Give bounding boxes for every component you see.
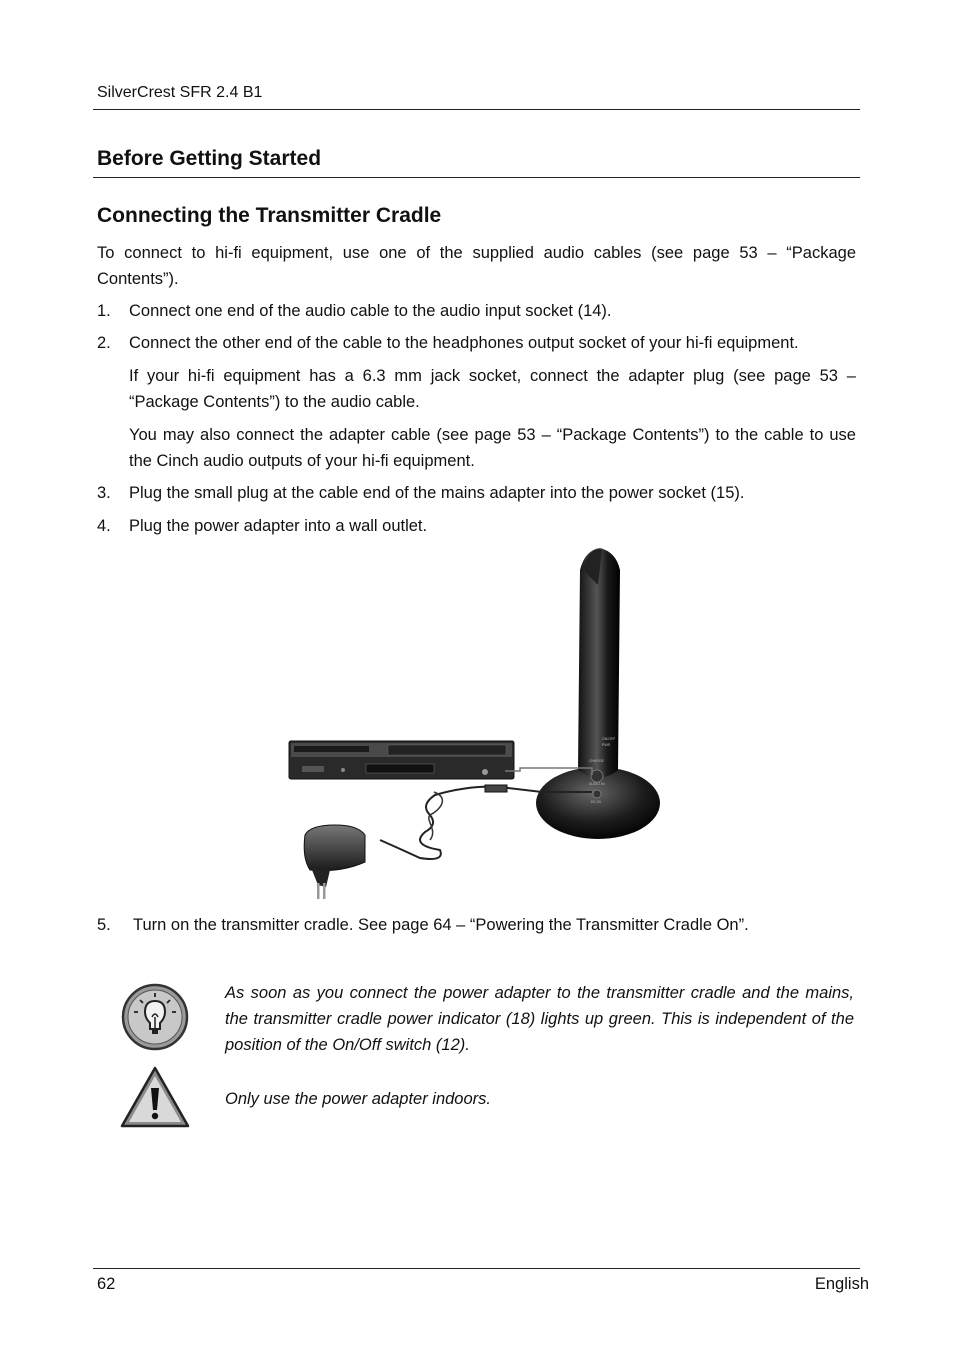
step-number: 1. [97, 302, 111, 320]
header-rule [93, 109, 860, 110]
section-title: Before Getting Started [97, 147, 322, 170]
section-rule [93, 177, 860, 178]
footer-rule [93, 1268, 860, 1269]
cradle-label: PWR [602, 743, 611, 747]
step-text: Connect one end of the audio cable to the audio input socket (14). [129, 302, 612, 320]
step-text: Plug the small plug at the cable end of the mains adapter into the power socket (15). [129, 484, 745, 502]
step-subparagraph: If your hi-fi equipment has a 6.3 mm jack socket, connect the adapter plug (see page 53 – “Package Contents”) to the audio cable. [129, 367, 856, 411]
page-number: 62 [97, 1275, 116, 1293]
cradle-label: CHARGE [589, 759, 604, 763]
step-text: Plug the power adapter into a wall outlet. [129, 517, 428, 535]
lightbulb-tip-icon [121, 983, 189, 1051]
step-number: 2. [97, 334, 111, 352]
cradle-label: ON/OFF [602, 737, 616, 741]
intro-paragraph: To connect to hi-fi equipment, use one of the supplied audio cables (see page 53 – “Package Contents”). [97, 244, 856, 288]
connection-illustration [280, 540, 680, 905]
running-header: SilverCrest SFR 2.4 B1 [97, 84, 263, 101]
power-adapter [304, 825, 365, 899]
step-text: Turn on the transmitter cradle. See page 64 – “Powering the Transmitter Cradle On”. [133, 916, 749, 934]
footer-language: English [814, 1275, 869, 1293]
transmitter-cradle [536, 548, 660, 839]
step-subparagraph: You may also connect the adapter cable (see page 53 – “Package Contents”) to the cable to use the Cinch audio outputs of your hi-fi equipment. [129, 426, 856, 470]
cradle-label: AUDIO IN [589, 782, 605, 786]
warning-triangle-icon [120, 1066, 190, 1128]
subsection-title: Connecting the Transmitter Cradle [97, 204, 442, 227]
step-number: 3. [97, 484, 111, 502]
warning-note: Only use the power adapter indoors. [225, 1090, 491, 1108]
tip-note: As soon as you connect the power adapter to the transmitter cradle and the mains, the transmitter cradle power indicator (18) lights up green. This is independent of the position of the On/Off switch (12). [225, 984, 854, 1054]
hifi-player [289, 741, 514, 779]
step-text: Connect the other end of the cable to the headphones output socket of your hi-fi equipment. [129, 334, 799, 352]
step-number: 5. [97, 916, 111, 934]
cradle-label: DC 5V [591, 800, 602, 804]
step-number: 4. [97, 517, 111, 535]
